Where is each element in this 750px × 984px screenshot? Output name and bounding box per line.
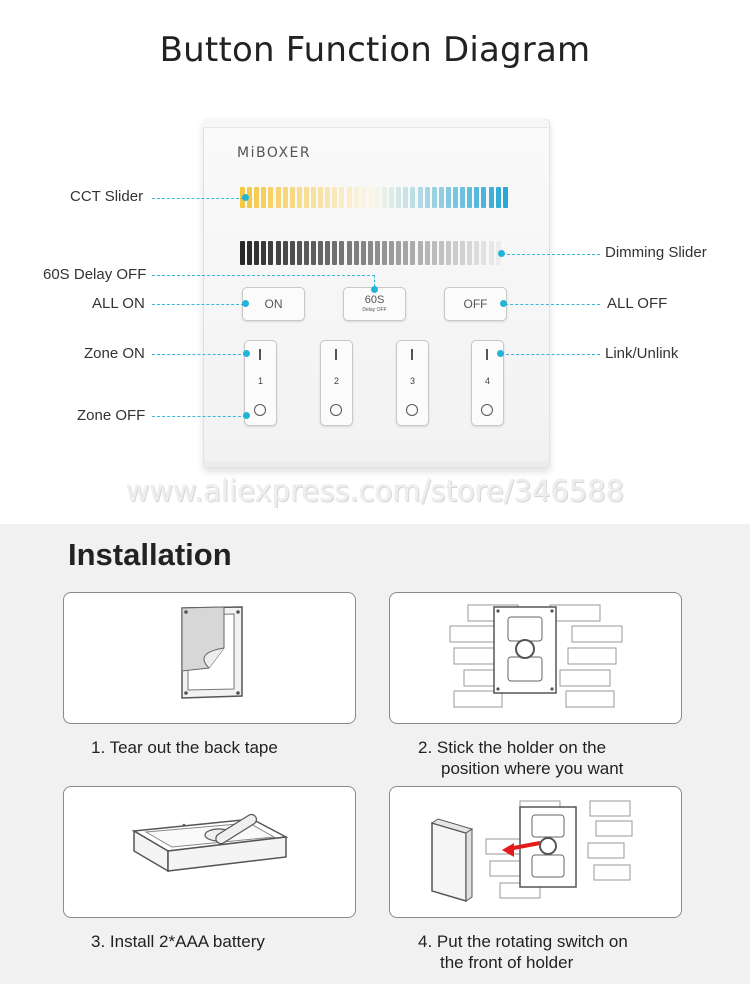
panel-top-edge [203, 119, 548, 128]
dimming-slider-tick [254, 241, 259, 265]
cct-slider-tick [403, 187, 408, 208]
step-2-caption-line2: position where you want [441, 759, 624, 778]
dimming-slider-tick [339, 241, 344, 265]
delay-off-button-sublabel: Delay OFF [362, 307, 387, 313]
page-title: Button Function Diagram [159, 30, 591, 70]
dimming-slider-tick [467, 241, 472, 265]
step-2-caption-line1: 2. Stick the holder on the [418, 738, 607, 757]
cct-slider-tick [311, 187, 316, 208]
dimming-slider-tick [247, 241, 252, 265]
all-on-button-label: ON [264, 297, 283, 311]
dimming-slider-tick [283, 241, 288, 265]
dimming-slider-tick [439, 241, 444, 265]
step-4-caption-line1: 4. Put the rotating switch on [418, 932, 628, 951]
cct-slider[interactable] [240, 187, 510, 208]
cct-slider-tick [467, 187, 472, 208]
cct-slider-tick [347, 187, 352, 208]
cct-slider-tick [354, 187, 359, 208]
dimming-slider-tick [389, 241, 394, 265]
step-4-illustration [389, 786, 682, 918]
zone-number: 2 [333, 376, 339, 386]
dimming-slider-tick [418, 241, 423, 265]
cct-slider-tick [460, 187, 465, 208]
cct-slider-tick [410, 187, 415, 208]
leader-line [152, 198, 244, 199]
step-3-caption: 3. Install 2*AAA battery [91, 932, 265, 951]
leader-dot [371, 286, 378, 293]
all-off-label: ALL OFF [607, 295, 668, 312]
cct-slider-tick [325, 187, 330, 208]
zone-off-mark [481, 404, 493, 416]
cct-slider-tick [375, 187, 380, 208]
dimming-slider-tick [460, 241, 465, 265]
delay-off-label: 60S Delay OFF [43, 266, 147, 283]
cct-slider-tick [432, 187, 437, 208]
step-1-illustration [63, 592, 356, 724]
cct-slider-tick [396, 187, 401, 208]
dimming-slider-tick [432, 241, 437, 265]
dimming-slider-tick [453, 241, 458, 265]
cct-slider-tick [481, 187, 486, 208]
zone-on-label: Zone ON [84, 345, 145, 362]
dimming-slider-tick [396, 241, 401, 265]
dimming-slider-tick [382, 241, 387, 265]
tape-holder-icon [64, 593, 355, 723]
zone-2-button[interactable] [320, 340, 353, 426]
cct-slider-tick [290, 187, 295, 208]
leader-line [152, 354, 246, 355]
dimming-slider-tick [474, 241, 479, 265]
zone-off-mark [254, 404, 266, 416]
step-2-illustration [389, 592, 682, 724]
cct-slider-tick [418, 187, 423, 208]
cct-slider-tick [474, 187, 479, 208]
cct-slider-tick [361, 187, 366, 208]
cct-slider-tick [453, 187, 458, 208]
zone-on-mark [411, 349, 413, 360]
leader-dot [242, 300, 249, 307]
dimming-slider-tick [347, 241, 352, 265]
cct-slider-tick [503, 187, 508, 208]
cct-slider-tick [389, 187, 394, 208]
dimming-slider-tick [489, 241, 494, 265]
leader-line [502, 254, 600, 255]
dimming-slider-tick [332, 241, 337, 265]
dimming-slider-tick [240, 241, 245, 265]
leader-dot [497, 350, 504, 357]
cct-slider-tick [318, 187, 323, 208]
step-3-illustration [63, 786, 356, 918]
all-off-button[interactable] [444, 287, 507, 321]
dimming-slider-tick [304, 241, 309, 265]
zone-off-mark [406, 404, 418, 416]
cct-slider-tick [425, 187, 430, 208]
brand-logo: MiBOXER [237, 145, 312, 161]
dimming-slider-tick [375, 241, 380, 265]
dimming-slider-tick [318, 241, 323, 265]
cct-slider-tick [446, 187, 451, 208]
watermark: www.aliexpress.com/store/346588 [125, 474, 625, 508]
leader-line [152, 275, 375, 276]
all-on-button[interactable] [242, 287, 305, 321]
cct-slider-tick [254, 187, 259, 208]
cct-slider-tick [368, 187, 373, 208]
zone-3-button[interactable] [396, 340, 429, 426]
step-1-caption: 1. Tear out the back tape [91, 738, 278, 757]
zone-off-label: Zone OFF [77, 407, 146, 424]
cct-slider-tick [496, 187, 501, 208]
zone-number: 1 [257, 376, 263, 386]
leader-line [152, 304, 244, 305]
dimming-slider-tick [325, 241, 330, 265]
dimming-slider-tick [368, 241, 373, 265]
all-off-button-label: OFF [463, 297, 488, 311]
dimming-slider-tick [446, 241, 451, 265]
dimming-slider[interactable] [240, 241, 502, 265]
cct-slider-tick [268, 187, 273, 208]
step-4-caption-line2: the front of holder [440, 953, 574, 972]
cct-slider-tick [439, 187, 444, 208]
dimming-slider-tick [261, 241, 266, 265]
cct-slider-label: CCT Slider [70, 188, 144, 205]
cct-slider-tick [283, 187, 288, 208]
cct-slider-tick [304, 187, 309, 208]
zone-off-mark [330, 404, 342, 416]
dimming-slider-tick [481, 241, 486, 265]
installation-title: Installation [68, 537, 232, 572]
zone-on-mark [335, 349, 337, 360]
dimming-slider-tick [403, 241, 408, 265]
zone-number: 4 [484, 376, 490, 386]
link-unlink-label: Link/Unlink [605, 345, 679, 362]
delay-off-button-label: 60S [364, 294, 385, 306]
leader-line [501, 354, 600, 355]
dimming-slider-tick [410, 241, 415, 265]
dimming-slider-tick [311, 241, 316, 265]
cct-slider-tick [261, 187, 266, 208]
dimming-slider-tick [297, 241, 302, 265]
leader-dot [243, 350, 250, 357]
cct-slider-tick [276, 187, 281, 208]
dimming-slider-tick [354, 241, 359, 265]
dimming-slider-tick [290, 241, 295, 265]
leader-line [505, 304, 600, 305]
dimming-slider-tick [276, 241, 281, 265]
dimming-slider-tick [425, 241, 430, 265]
dimming-slider-tick [268, 241, 273, 265]
cct-slider-tick [339, 187, 344, 208]
zone-number: 3 [409, 376, 415, 386]
mount-switch-icon [390, 787, 681, 917]
all-on-label: ALL ON [92, 295, 145, 312]
cct-slider-tick [297, 187, 302, 208]
dimming-slider-label: Dimming Slider [605, 244, 707, 261]
leader-dot [500, 300, 507, 307]
zone-on-mark [259, 349, 261, 360]
leader-dot [242, 194, 249, 201]
leader-dot [498, 250, 505, 257]
leader-line [152, 416, 246, 417]
cct-slider-tick [382, 187, 387, 208]
zone-on-mark [486, 349, 488, 360]
battery-case-icon [64, 787, 355, 917]
cct-slider-tick [489, 187, 494, 208]
cct-slider-tick [332, 187, 337, 208]
leader-dot [243, 412, 250, 419]
wall-holder-icon [390, 593, 681, 723]
dimming-slider-tick [361, 241, 366, 265]
